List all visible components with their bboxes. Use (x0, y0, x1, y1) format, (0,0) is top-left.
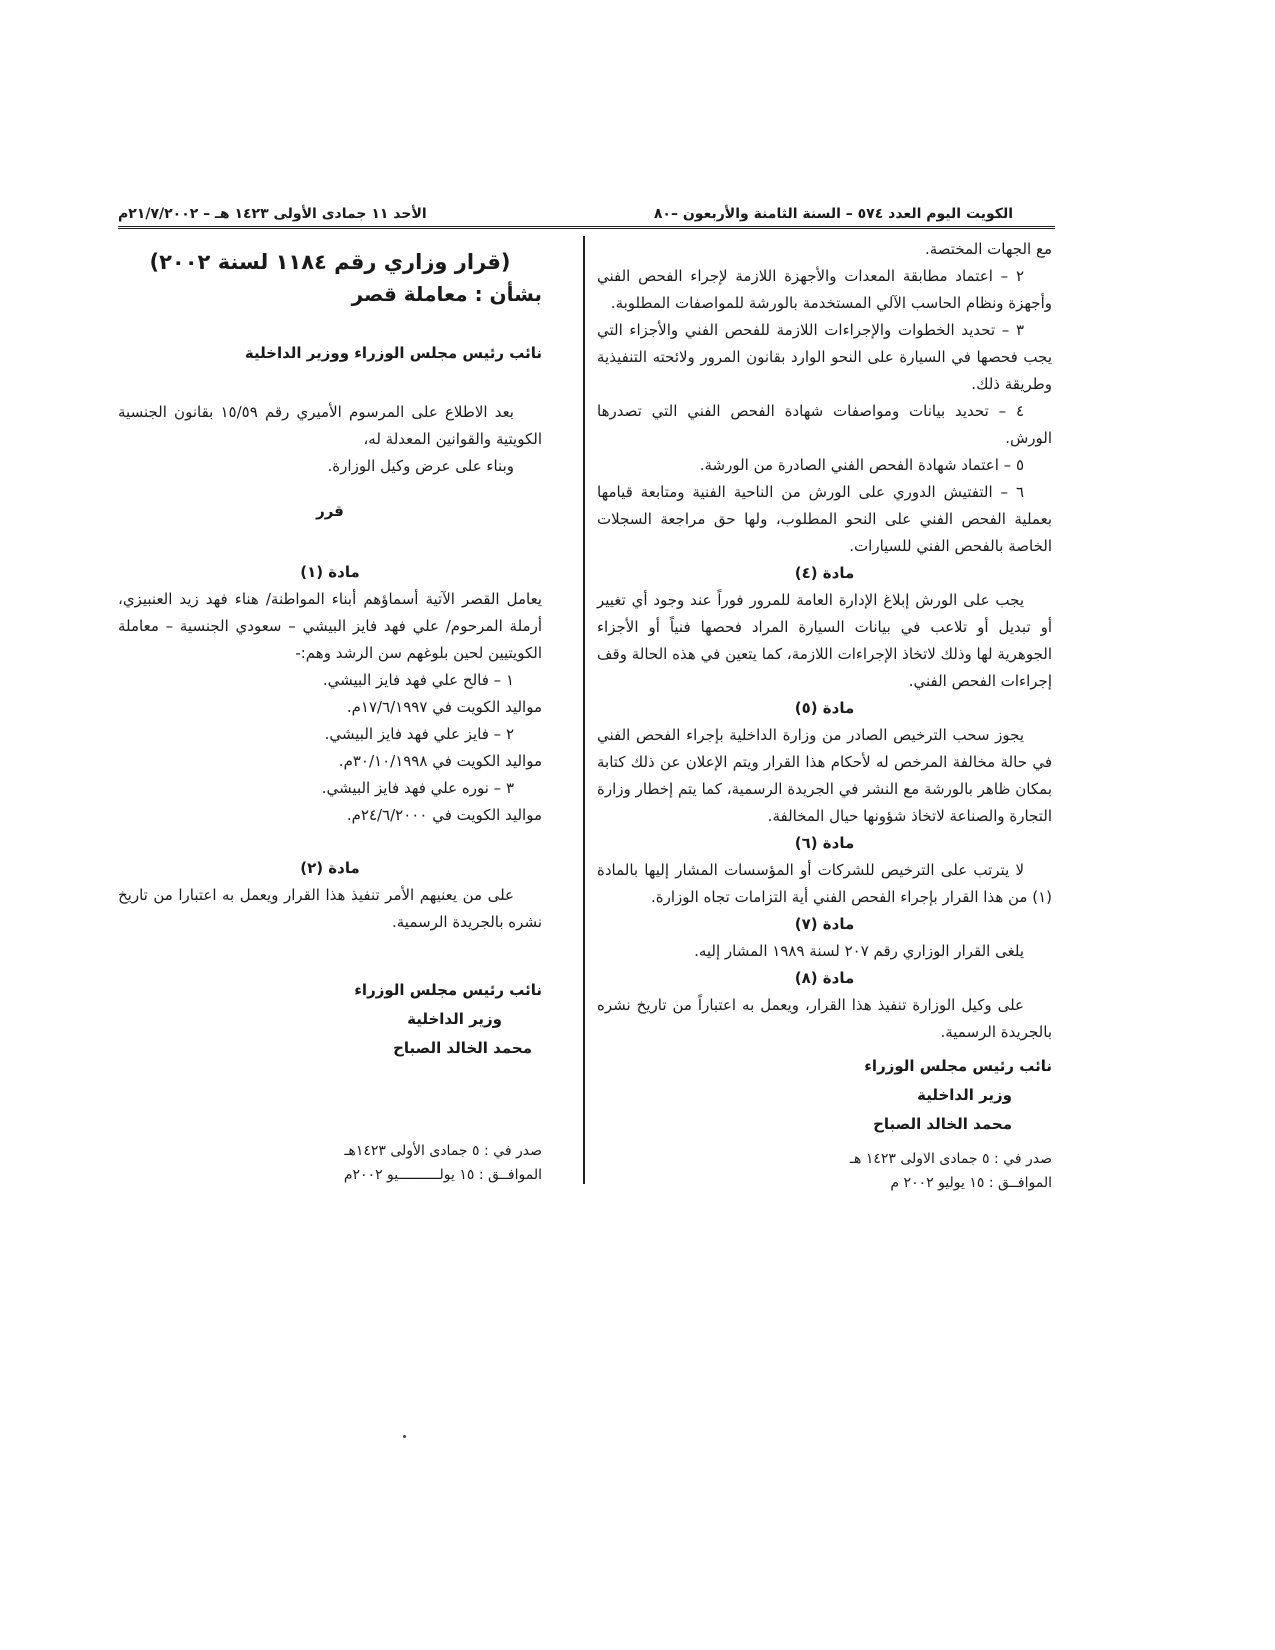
signature-minister: وزير الداخلية (407, 1010, 502, 1028)
continued-text: مع الجهات المختصة. (924, 240, 1052, 258)
signature-name: محمد الخالد الصباح (393, 1039, 532, 1057)
gazette-issue-header: الكويت اليوم العدد ٥٧٤ – السنة الثامنة والأربعون –٨٠ (653, 206, 1013, 222)
corresponding-date: الموافــق : ١٥ يوليو ٢٠٠٢ م (890, 1175, 1052, 1191)
decree-subject: بشأن : معاملة قصر (351, 282, 542, 306)
article-7-text: يلغى القرار الوزاري رقم ٢٠٧ لسنة ١٩٨٩ المشار إليه. (694, 942, 1024, 960)
header-divider (118, 226, 1055, 229)
gazette-date-header: الأحد ١١ جمادى الأولى ١٤٢٣ هـ – ٢١/٧/٢٠٠٢م (118, 206, 427, 222)
article-6-text: لا يترتب على الترخيص للشركات أو المؤسسات المشار إليها بالمادة (١) من هذا القرار بإجراء الفحص الفني أية التزامات تجاه الوزارة. (597, 861, 1052, 906)
article-8-heading: مادة (٨) (794, 969, 855, 987)
signature-title: نائب رئيس مجلس الوزراء (354, 981, 542, 999)
scan-speck (403, 1435, 406, 1438)
article-1-heading: مادة (١) (300, 563, 360, 581)
column-divider (583, 236, 585, 1184)
signature-name: محمد الخالد الصباح (873, 1115, 1012, 1133)
left-column (118, 246, 542, 1187)
decided-label: قرر (316, 502, 344, 520)
article-4-heading: مادة (٤) (794, 564, 855, 582)
article-5-heading: مادة (٥) (794, 699, 855, 717)
decree-title: (قرار وزاري رقم ١١٨٤ لسنة ٢٠٠٢) (149, 250, 511, 274)
item-5: ٥ – اعتماد شهادة الفحص الفني الصادرة من الورشة. (699, 456, 1024, 474)
preamble-reference: بعد الاطلاع على المرسوم الأميري رقم ١٥/٥٩ بقانون الجنسية الكويتية والقوانين المعدلة له، (118, 403, 542, 448)
item-2: ٢ – اعتماد مطابقة المعدات والأجهزة اللازمة لإجراء الفحص الفني وأجهزة ونظام الحاسب الآلي المستخدمة بالورشة للمواصفات المطلوبة. (597, 267, 1052, 312)
child-2-name: ٢ – فايز علي فهد فايز البيشي. (324, 725, 514, 743)
child-2-birth: مواليد الكويت في ٣٠/١٠/١٩٩٨م. (338, 752, 542, 770)
issuer-line: نائب رئيس مجلس الوزراء ووزير الداخلية (244, 344, 542, 362)
article-6-heading: مادة (٦) (794, 834, 855, 852)
item-3: ٣ – تحديد الخطوات والإجراءات اللازمة للفحص الفني والأجزاء التي يجب فحصها في السيارة على النحو الوارد بقانون المرور ولائحته التنفيذية وطريقة ذلك. (597, 321, 1052, 393)
issued-date: صدر في : ٥ جمادى الأولى ١٤٢٣هـ (344, 1143, 542, 1159)
child-1-birth: مواليد الكويت في ١٧/٦/١٩٩٧م. (346, 698, 542, 716)
item-6: ٦ – التفتيش الدوري على الورش من الناحية الفنية ومتابعة قيامها بعملية الفحص الفني على النحو المطلوب، ولها حق مراجعة السجلات الخاصة بالفحص الفني للسيارات. (597, 483, 1052, 555)
signature-title: نائب رئيس مجلس الوزراء (864, 1057, 1052, 1075)
signature-minister: وزير الداخلية (917, 1086, 1012, 1104)
article-2-heading: مادة (٢) (300, 859, 360, 877)
corresponding-date: الموافــق : ١٥ يولــــــــــيو ٢٠٠٢م (343, 1167, 542, 1183)
article-5-text: يجوز سحب الترخيص الصادر من وزارة الداخلية بإجراء الفحص الفني في حالة مخالفة المرخص له لأحكام هذا القرار ويتم الإعلان عن ذلك كتابة بمكان ظاهر بالورشة مع النشر في الجريدة الرسمية، كما يتم إخطار وزارة التجارة والصناعة لاتخاذ شؤونها حيال المخالفة. (597, 726, 1052, 825)
article-7-heading: مادة (٧) (794, 915, 855, 933)
child-3-name: ٣ – نوره علي فهد فايز البيشي. (321, 779, 514, 797)
preamble-basis: وبناء على عرض وكيل الوزارة. (327, 457, 514, 475)
issued-date: صدر في : ٥ جمادى الاولى ١٤٢٣ هـ (849, 1151, 1052, 1167)
article-8-text: على وكيل الوزارة تنفيذ هذا القرار، ويعمل به اعتباراً من تاريخ نشره بالجريدة الرسمية. (597, 996, 1052, 1041)
article-2-text: على من يعنيهم الأمر تنفيذ هذا القرار ويعمل به اعتبارا من تاريخ نشره بالجريدة الرسمية. (118, 886, 542, 931)
article-1-text: يعامل القصر الآتية أسماؤهم أبناء المواطنة/ هناء فهد زيد العنبيزي، أرملة المرحوم/ علي فهد فايز البيشي – سعودي الجنسية – معاملة الكويتيين لحين بلوغهم سن الرشد وهم:- (118, 590, 542, 662)
child-3-birth: مواليد الكويت في ٢٤/٦/٢٠٠٠م. (346, 806, 542, 824)
article-4-text: يجب على الورش إبلاغ الإدارة العامة للمرور فوراً عند وجود أي تغيير أو تبديل أو تلاعب في بيانات السيارة المراد فحصها فنياً أو الأجزاء الجوهرية لها وذلك لاتخاذ الإجراءات اللازمة، كما يتعين في هذه الحالة وقف إجراءات الفحص الفني. (597, 591, 1052, 690)
child-1-name: ١ – فالح علي فهد فايز البيشي. (322, 671, 514, 689)
right-column (597, 236, 1052, 1195)
item-4: ٤ – تحديد بيانات ومواصفات شهادة الفحص الفني التي تصدرها الورش. (597, 402, 1052, 447)
